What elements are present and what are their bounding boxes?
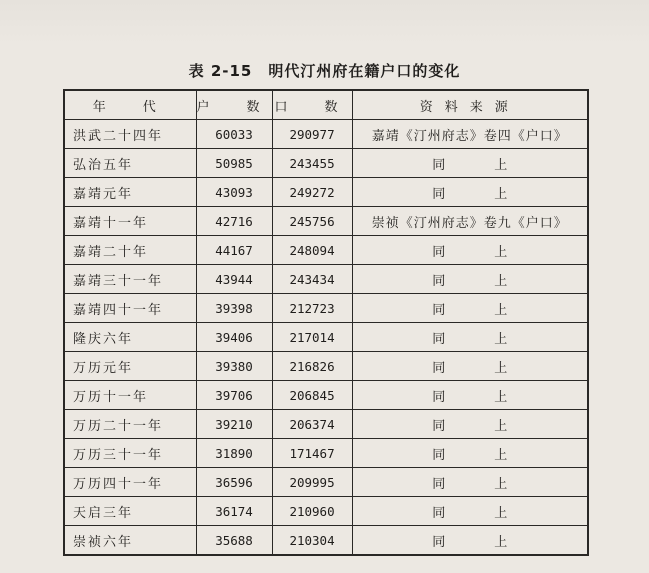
- households-cell: 39398: [196, 294, 272, 323]
- population-cell: 206845: [272, 381, 352, 410]
- source-cell: 同 上: [352, 410, 588, 439]
- table-row: [64, 323, 588, 352]
- households-cell: 31890: [196, 439, 272, 468]
- source-cell: 同 上: [352, 294, 588, 323]
- year-cell: 嘉靖四十一年: [64, 294, 196, 323]
- year-cell: 嘉靖三十一年: [64, 265, 196, 294]
- households-cell: 50985: [196, 149, 272, 178]
- table-row: [64, 497, 588, 526]
- source-cell: 同 上: [352, 381, 588, 410]
- source-cell: 同 上: [352, 526, 588, 556]
- population-cell: 248094: [272, 236, 352, 265]
- population-cell: 290977: [272, 120, 352, 149]
- table-row: [64, 149, 588, 178]
- header-population: 口 数: [272, 90, 352, 120]
- year-cell: 洪武二十四年: [64, 120, 196, 149]
- table-row: [64, 468, 588, 497]
- households-cell: 60033: [196, 120, 272, 149]
- year-cell: 隆庆六年: [64, 323, 196, 352]
- source-cell: 同 上: [352, 497, 588, 526]
- source-cell: 崇祯《汀州府志》卷九《户口》: [352, 207, 588, 236]
- population-cell: 243455: [272, 149, 352, 178]
- population-cell: 210304: [272, 526, 352, 556]
- source-cell: 同 上: [352, 323, 588, 352]
- population-cell: 249272: [272, 178, 352, 207]
- table-row: [64, 120, 588, 149]
- header-source: 资料来源: [352, 90, 588, 120]
- page-top-edge: [0, 0, 649, 46]
- households-cell: 36596: [196, 468, 272, 497]
- table-row: [64, 439, 588, 468]
- population-cell: 216826: [272, 352, 352, 381]
- population-cell: 210960: [272, 497, 352, 526]
- year-cell: 万历十一年: [64, 381, 196, 410]
- population-cell: 206374: [272, 410, 352, 439]
- population-cell: 217014: [272, 323, 352, 352]
- source-cell: 嘉靖《汀州府志》卷四《户口》: [352, 120, 588, 149]
- year-cell: 万历三十一年: [64, 439, 196, 468]
- households-cell: 39380: [196, 352, 272, 381]
- table-row: [64, 207, 588, 236]
- header-year: 年 代: [64, 90, 196, 120]
- table-row: [64, 294, 588, 323]
- source-cell: 同 上: [352, 236, 588, 265]
- source-cell: 同 上: [352, 468, 588, 497]
- population-cell: 209995: [272, 468, 352, 497]
- households-cell: 42716: [196, 207, 272, 236]
- year-cell: 嘉靖二十年: [64, 236, 196, 265]
- households-cell: 44167: [196, 236, 272, 265]
- year-cell: 嘉靖元年: [64, 178, 196, 207]
- source-cell: 同 上: [352, 352, 588, 381]
- table-body: [64, 120, 588, 556]
- table-caption: 表 2-15 明代汀州府在籍户口的变化: [188, 62, 461, 80]
- source-cell: 同 上: [352, 178, 588, 207]
- year-cell: 弘治五年: [64, 149, 196, 178]
- source-cell: 同 上: [352, 149, 588, 178]
- table-row: [64, 352, 588, 381]
- households-cell: 36174: [196, 497, 272, 526]
- households-cell: 39706: [196, 381, 272, 410]
- table-row: [64, 265, 588, 294]
- header-households: 户 数: [196, 90, 272, 120]
- year-cell: 万历元年: [64, 352, 196, 381]
- population-cell: 212723: [272, 294, 352, 323]
- year-cell: 崇祯六年: [64, 526, 196, 556]
- population-cell: 171467: [272, 439, 352, 468]
- source-cell: 同 上: [352, 439, 588, 468]
- households-cell: 39210: [196, 410, 272, 439]
- source-cell: 同 上: [352, 265, 588, 294]
- households-cell: 39406: [196, 323, 272, 352]
- year-cell: 天启三年: [64, 497, 196, 526]
- households-cell: 35688: [196, 526, 272, 556]
- year-cell: 万历二十一年: [64, 410, 196, 439]
- population-cell: 245756: [272, 207, 352, 236]
- household-population-table: [63, 89, 589, 556]
- population-cell: 243434: [272, 265, 352, 294]
- table-row: [64, 410, 588, 439]
- year-cell: 万历四十一年: [64, 468, 196, 497]
- table-row: [64, 178, 588, 207]
- households-cell: 43944: [196, 265, 272, 294]
- table-row: [64, 381, 588, 410]
- households-cell: 43093: [196, 178, 272, 207]
- table-header-row: [64, 90, 588, 120]
- table-row: [64, 236, 588, 265]
- year-cell: 嘉靖十一年: [64, 207, 196, 236]
- table-row: [64, 526, 588, 556]
